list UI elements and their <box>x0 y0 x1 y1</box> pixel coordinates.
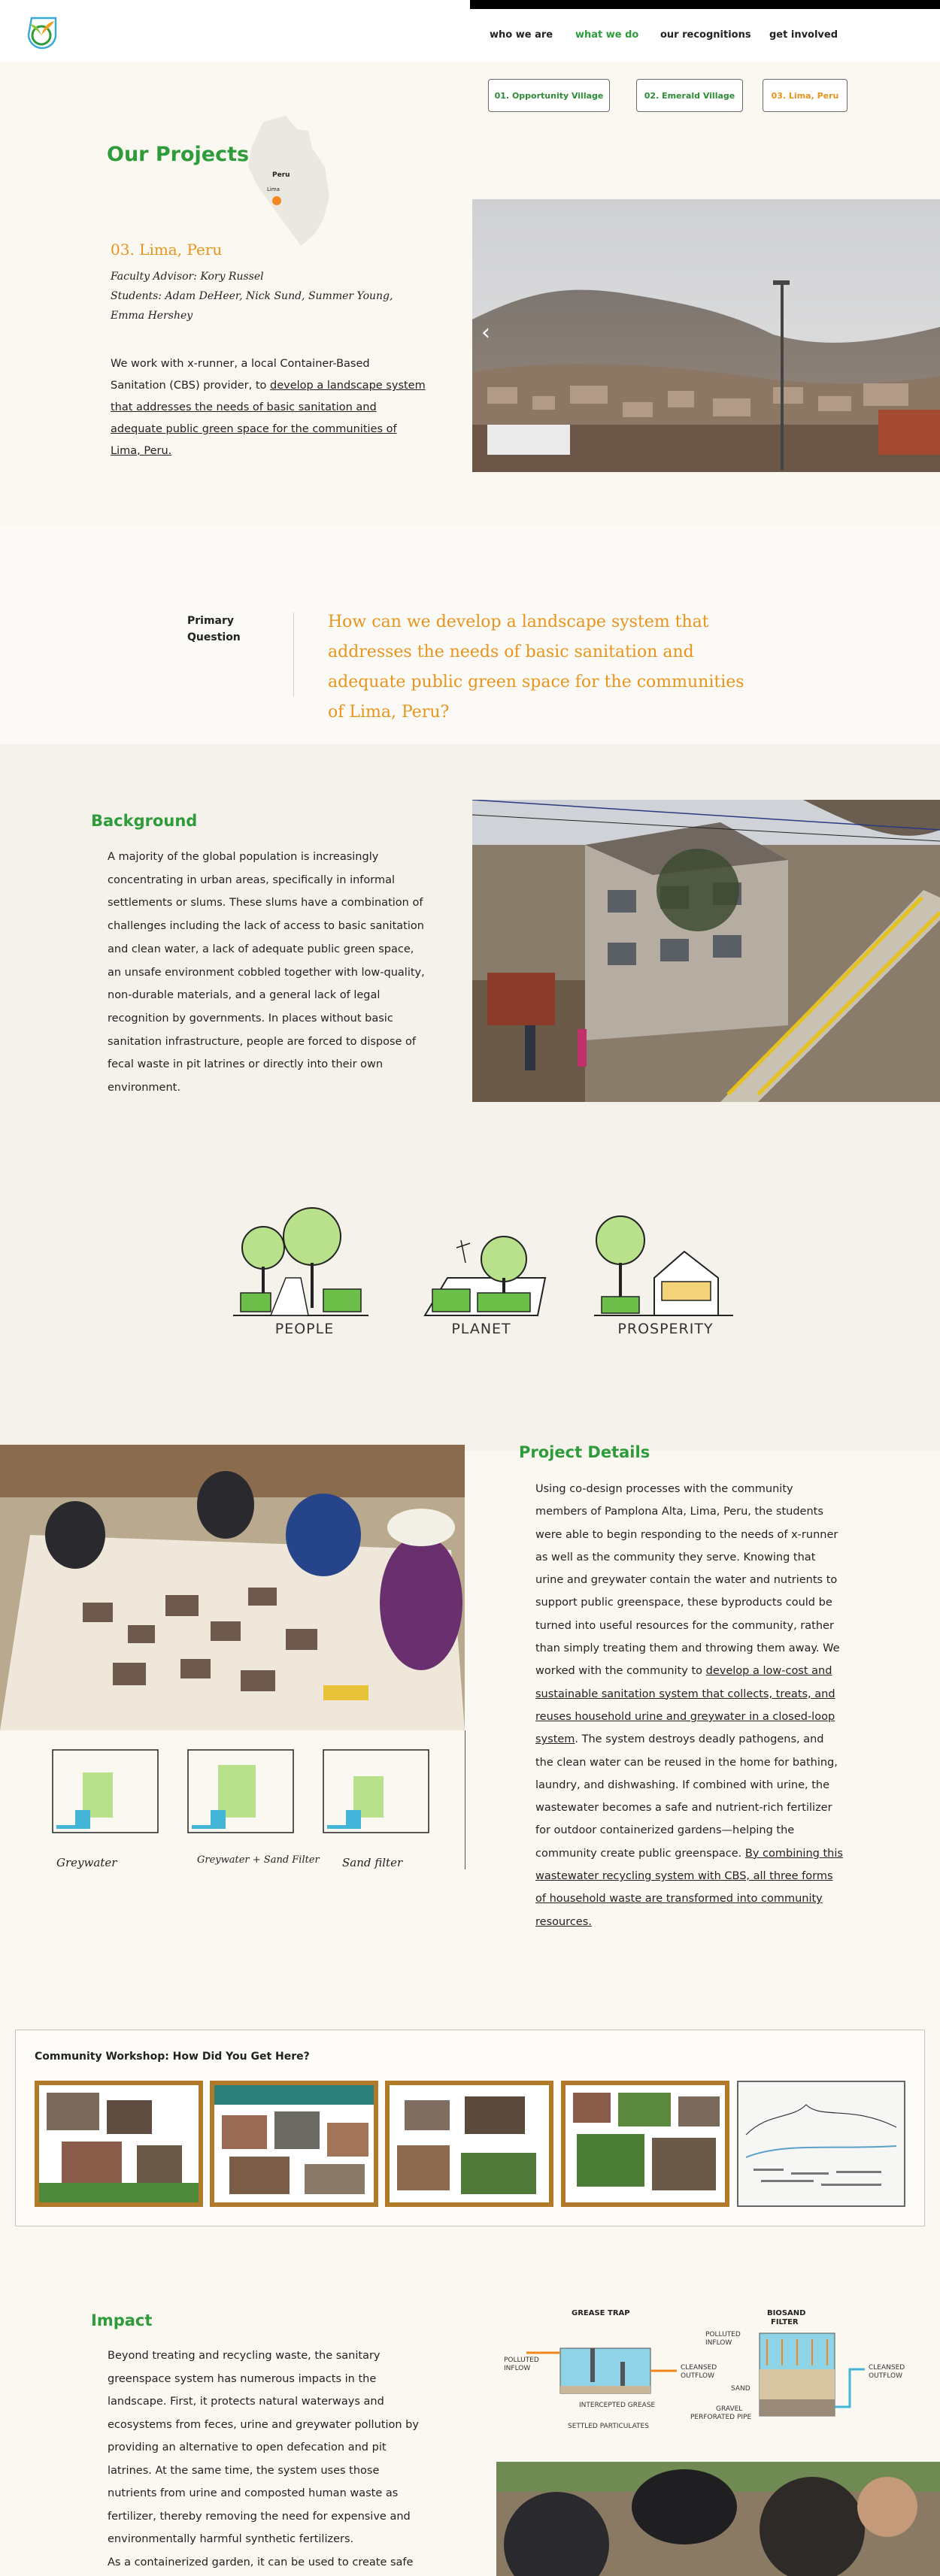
map-label-lima: Lima <box>267 186 280 192</box>
map-label-peru: Peru <box>272 171 290 179</box>
diagram-label-cleansed-outflow-1: CLEANSED <box>681 2364 717 2372</box>
intro-body-text: We work with x-runner, a local Container-Based Sanitation (CBS) provider, to <box>111 358 370 392</box>
workshop-collage-4[interactable] <box>561 2081 729 2207</box>
diagram-label-polluted-inflow-3: POLLUTED <box>705 2331 741 2338</box>
project-details-text-1: Using co-design processes with the community members of Pamplona Alta, Lima, Peru, the students were able to begin responding to the needs of x-runner as well as the community they serve. Knowing that urine and greywater contain the water and nutrients to support public greenspace, these byproducts could be turned into useful resources for the community, rather than simply treating them and throwing them away. We worked with the community to <box>535 1483 840 1678</box>
pillar-label-planet: PLANET <box>451 1321 511 1337</box>
background-body: A majority of the global population is increasingly concentrating in urban areas, specifically in informal settlements or slums. These slums have a combination of challenges including the lack of access to basic sanitation and clean water, a lack of adequate public green space, an unsafe environment cobbled together with low-quality, non-durable materials, and a general lack of legal recognition by governments. In places without basic sanitation infrastructure, people are forced to dispose of fecal waste in pit latrines or directly into their own environment. <box>108 851 425 1094</box>
section-title-impact: Impact <box>91 2311 153 2329</box>
pillar-label-prosperity: PROSPERITY <box>617 1321 714 1337</box>
diagram-label-cleansed-outflow-2: OUTFLOW <box>681 2372 715 2380</box>
workshop-collage-1[interactable] <box>35 2081 203 2207</box>
diagram-label-grease-trap: GREASE TRAP <box>572 2309 630 2317</box>
primary-question-divider <box>293 613 294 697</box>
diagram-label-polluted-inflow-1: POLLUTED <box>504 2357 539 2364</box>
sketch-label-greywater-sand: Greywater + Sand Filter <box>197 1854 320 1866</box>
project-button-lima-peru[interactable]: 03. Lima, Peru <box>763 79 848 112</box>
diagram-label-cleansed-outflow-3: CLEANSED <box>869 2364 905 2372</box>
workshop-collage-3[interactable] <box>385 2081 553 2207</box>
diagram-label-cleansed-outflow-4: OUTFLOW <box>869 2372 903 2380</box>
sketch-label-greywater: Greywater <box>56 1856 117 1869</box>
grease-trap-biosand-filter-diagram <box>496 2302 917 2450</box>
primary-question-text: How can we develop a landscape system that addresses the needs of basic sanitation and adequate public green space for the communities of Lima, Peru? <box>328 613 744 722</box>
codesign-workshop-photo <box>0 1445 465 1730</box>
diagram-label-biosand: BIOSAND <box>767 2309 806 2317</box>
intro-body-link[interactable]: develop a landscape system that addresses the needs of basic sanitation and adequate public green space for the communities of Lima, Peru. <box>111 380 426 457</box>
workshop-collage-2[interactable] <box>210 2081 378 2207</box>
nav-get-involved[interactable]: get involved <box>769 29 838 41</box>
section-title-project-details: Project Details <box>519 1443 650 1461</box>
diagram-label-sand: SAND <box>731 2385 750 2393</box>
diagram-label-settled-particulates: SETTLED PARTICULATES <box>568 2423 649 2430</box>
header-black-bar <box>470 0 940 9</box>
community-members-photo <box>496 2462 940 2576</box>
primary-question-label: Primary Question <box>187 615 241 643</box>
case-title: 03. Lima, Peru <box>111 241 223 259</box>
project-details-link-2[interactable]: By combining this wastewater recycling system with CBS, all three forms of household waste are transformed into community resources. <box>535 1847 843 1928</box>
project-details-body <box>535 1478 844 1933</box>
section-title-our-projects: Our Projects <box>107 143 250 166</box>
diagram-label-polluted-inflow-4: INFLOW <box>705 2339 732 2347</box>
section-title-background: Background <box>91 812 198 830</box>
intro-body <box>111 353 426 462</box>
site-logo-icon[interactable] <box>23 14 62 53</box>
impact-body-text-1: Beyond treating and recycling waste, the sanitary greenspace system has numerous impacts in the landscape. First, it protects natural waterways and ecosystems from feces, urine and greywater pollution by providing an alternative to open defecation and pit latrines. At the same time, the system uses those nutrients from urine and composted human waste as fertilizer, thereby removing the need for expensive and environmentally harmful synthetic fertilizers. <box>108 2350 419 2545</box>
workshop-watershed-sketch[interactable] <box>737 2081 905 2207</box>
community-workshop-title: Community Workshop: How Did You Get Here? <box>35 2051 310 2063</box>
diagram-label-intercepted-grease: INTERCEPTED GREASE <box>579 2402 656 2409</box>
project-button-opportunity-village[interactable]: 01. Opportunity Village <box>488 79 610 112</box>
nav-what-we-do[interactable]: what we do <box>575 29 639 41</box>
pillar-label-people: PEOPLE <box>274 1321 335 1337</box>
diagram-label-polluted-inflow-2: INFLOW <box>504 2365 531 2372</box>
informal-settlement-stairs-photo <box>472 800 940 1102</box>
carousel-prev-arrow-icon[interactable]: ‹ <box>481 319 490 346</box>
faculty-advisor: Faculty Advisor: Kory Russel <box>111 271 264 283</box>
sketch-label-sand-filter: Sand filter <box>342 1856 403 1869</box>
project-details-text-2: . The system destroys deadly pathogens, and the clean water can be reused in the home for bathing, laundry, and dishwashing. If combined with urine, the wastewater becomes a safe and nutrient-rich fertilizer for outdoor containerized gardens—helping the community create public greenspace. <box>535 1733 838 1860</box>
nav-our-recognitions[interactable]: our recognitions <box>660 29 751 41</box>
impact-body-text-2: As a containerized garden, it can be used to create safe <box>108 2556 414 2568</box>
map-pin-icon <box>272 196 281 205</box>
nav-who-we-are[interactable]: who we are <box>490 29 553 41</box>
project-details-link-1[interactable]: develop a low-cost and sustainable sanitation system that collects, treats, and reuses household urine and greywater in a closed-loop system <box>535 1665 835 1746</box>
diagram-label-gravel: GRAVEL <box>716 2405 743 2413</box>
wastewater-system-sketches <box>0 1742 465 1893</box>
diagram-label-filter: FILTER <box>771 2318 799 2326</box>
lima-hillside-photo <box>472 199 940 472</box>
project-button-emerald-village[interactable]: 02. Emerald Village <box>636 79 743 112</box>
diagram-label-perforated-pipe: PERFORATED PIPE <box>690 2414 752 2421</box>
peru-map-icon <box>241 114 335 250</box>
impact-body <box>108 2344 423 2574</box>
students-list: Students: Adam DeHeer, Nick Sund, Summer Young, Emma Hershey <box>111 290 393 322</box>
